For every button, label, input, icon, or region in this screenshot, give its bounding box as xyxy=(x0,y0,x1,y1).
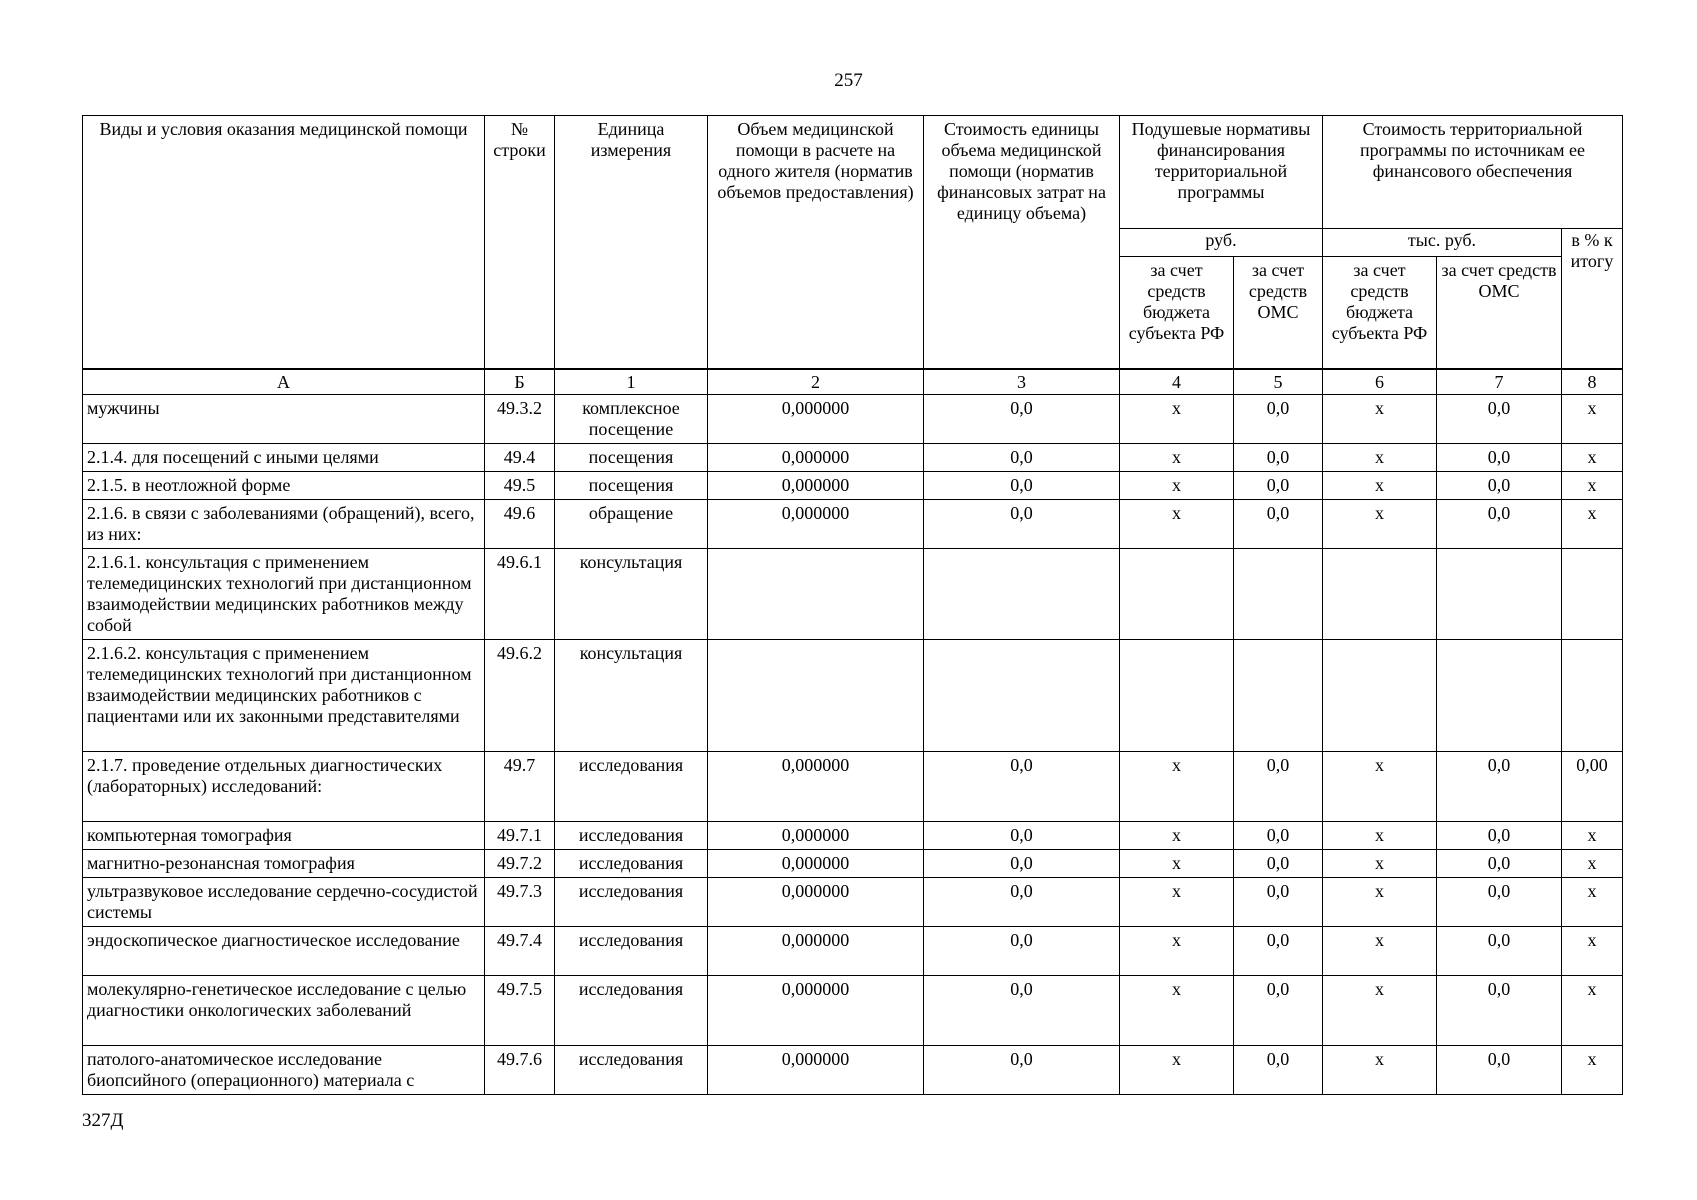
row-col8: х xyxy=(1562,850,1623,878)
row-col6: х xyxy=(1323,976,1437,1046)
row-col8: х xyxy=(1562,822,1623,850)
row-col8: х xyxy=(1562,1046,1623,1095)
index-cell: А xyxy=(83,369,485,395)
row-col4: х xyxy=(1120,878,1234,927)
row-name: 2.1.6. в связи с заболеваниями (обращений), всего, из них: xyxy=(83,500,485,549)
index-cell: 7 xyxy=(1437,369,1562,395)
table-row xyxy=(83,850,1623,878)
row-col8: х xyxy=(1562,878,1623,927)
row-cost: 0,0 xyxy=(924,878,1120,927)
row-name: ультразвуковое исследование сердечно-сосудистой системы xyxy=(83,878,485,927)
row-code: 49.7.3 xyxy=(485,878,555,927)
row-cost xyxy=(924,640,1120,752)
row-col6: х xyxy=(1323,850,1437,878)
index-cell: Б xyxy=(485,369,555,395)
row-col7: 0,0 xyxy=(1437,822,1562,850)
row-name: компьютерная томография xyxy=(83,822,485,850)
row-volume: 0,000000 xyxy=(708,822,924,850)
header-percent-total: в % к итогу xyxy=(1562,229,1623,369)
row-unit: посещения xyxy=(555,472,708,500)
row-code: 49.6.1 xyxy=(485,549,555,640)
table-row xyxy=(83,472,1623,500)
table-row xyxy=(83,395,1623,444)
row-col7: 0,0 xyxy=(1437,395,1562,444)
row-col7: 0,0 xyxy=(1437,472,1562,500)
row-unit: исследования xyxy=(555,850,708,878)
row-volume: 0,000000 xyxy=(708,395,924,444)
row-col4: х xyxy=(1120,395,1234,444)
row-name: мужчины xyxy=(83,395,485,444)
row-col6: х xyxy=(1323,395,1437,444)
row-volume: 0,000000 xyxy=(708,444,924,472)
row-col5: 0,0 xyxy=(1234,444,1323,472)
row-cost: 0,0 xyxy=(924,976,1120,1046)
row-volume: 0,000000 xyxy=(708,752,924,822)
index-cell: 8 xyxy=(1562,369,1623,395)
row-unit: консультация xyxy=(555,640,708,752)
row-col4: х xyxy=(1120,850,1234,878)
row-col4: х xyxy=(1120,444,1234,472)
row-col5 xyxy=(1234,640,1323,752)
index-cell: 2 xyxy=(708,369,924,395)
row-code: 49.7.5 xyxy=(485,976,555,1046)
row-col8 xyxy=(1562,640,1623,752)
row-col5: 0,0 xyxy=(1234,395,1323,444)
row-unit: исследования xyxy=(555,927,708,976)
row-col7: 0,0 xyxy=(1437,878,1562,927)
row-volume: 0,000000 xyxy=(708,472,924,500)
row-cost xyxy=(924,549,1120,640)
row-col4: х xyxy=(1120,472,1234,500)
index-cell: 5 xyxy=(1234,369,1323,395)
row-code: 49.3.2 xyxy=(485,395,555,444)
row-col8: х xyxy=(1562,976,1623,1046)
row-volume: 0,000000 xyxy=(708,500,924,549)
header-oms-source-rub: за счет средств ОМС xyxy=(1234,257,1323,369)
row-code: 49.6.2 xyxy=(485,640,555,752)
row-col5: 0,0 xyxy=(1234,752,1323,822)
header-unit-thousand-rub: тыс. руб. xyxy=(1323,229,1562,257)
table-row xyxy=(83,500,1623,549)
row-code: 49.7 xyxy=(485,752,555,822)
row-code: 49.7.6 xyxy=(485,1046,555,1095)
document-code: 327Д xyxy=(82,1110,124,1131)
row-col5: 0,0 xyxy=(1234,822,1323,850)
row-col8 xyxy=(1562,549,1623,640)
row-col7: 0,0 xyxy=(1437,927,1562,976)
row-volume: 0,000000 xyxy=(708,850,924,878)
row-col5: 0,0 xyxy=(1234,976,1323,1046)
row-col6: х xyxy=(1323,927,1437,976)
row-col7: 0,0 xyxy=(1437,976,1562,1046)
row-col8: х xyxy=(1562,395,1623,444)
row-name: патолого-анатомическое исследование биопсийного (операционного) материала с xyxy=(83,1046,485,1095)
row-col8: х xyxy=(1562,444,1623,472)
header-program-cost-group: Стоимость территориальной программы по источникам ее финансового обеспечения xyxy=(1323,116,1623,229)
table-row xyxy=(83,976,1623,1046)
header-budget-source-rub: за счет средств бюджета субъекта РФ xyxy=(1120,257,1234,369)
row-col7: 0,0 xyxy=(1437,500,1562,549)
row-col6: х xyxy=(1323,444,1437,472)
row-col4: х xyxy=(1120,752,1234,822)
header-row-number: № строки xyxy=(485,116,555,369)
row-name: магнитно-резонансная томография xyxy=(83,850,485,878)
row-unit: исследования xyxy=(555,752,708,822)
row-col8: 0,00 xyxy=(1562,752,1623,822)
row-col4: х xyxy=(1120,822,1234,850)
row-col6: х xyxy=(1323,752,1437,822)
header-unit-cost: Стоимость единицы объема медицинской помощи (норматив финансовых затрат на единицу объема) xyxy=(924,116,1120,369)
row-unit: исследования xyxy=(555,1046,708,1095)
row-cost: 0,0 xyxy=(924,444,1120,472)
table-row xyxy=(83,822,1623,850)
row-col8: х xyxy=(1562,472,1623,500)
row-code: 49.6 xyxy=(485,500,555,549)
row-col6: х xyxy=(1323,822,1437,850)
row-col5: 0,0 xyxy=(1234,472,1323,500)
row-unit: комплексное посещение xyxy=(555,395,708,444)
row-volume: 0,000000 xyxy=(708,1046,924,1095)
program-cost-table xyxy=(82,115,1623,1095)
row-col4: х xyxy=(1120,1046,1234,1095)
row-col7: 0,0 xyxy=(1437,444,1562,472)
row-cost: 0,0 xyxy=(924,500,1120,549)
index-cell: 6 xyxy=(1323,369,1437,395)
row-name: эндоскопическое диагностическое исследование xyxy=(83,927,485,976)
row-code: 49.7.1 xyxy=(485,822,555,850)
header-care-type: Виды и условия оказания медицинской помощи xyxy=(83,116,485,369)
header-unit: Единица измерения xyxy=(555,116,708,369)
row-col5: 0,0 xyxy=(1234,850,1323,878)
row-name: 2.1.5. в неотложной форме xyxy=(83,472,485,500)
row-col6 xyxy=(1323,549,1437,640)
row-volume xyxy=(708,549,924,640)
row-name: 2.1.6.2. консультация с применением телемедицинских технологий при дистанционном взаимодействии медицинских работников с пациентами или их законными представителями xyxy=(83,640,485,752)
header-oms-source-thousand: за счет средств ОМС xyxy=(1437,257,1562,369)
row-col7 xyxy=(1437,549,1562,640)
header-volume: Объем медицинской помощи в расчете на одного жителя (норматив объемов предоставления) xyxy=(708,116,924,369)
table-row xyxy=(83,640,1623,752)
row-code: 49.7.4 xyxy=(485,927,555,976)
row-col6: х xyxy=(1323,472,1437,500)
row-code: 49.7.2 xyxy=(485,850,555,878)
index-cell: 1 xyxy=(555,369,708,395)
row-col6: х xyxy=(1323,500,1437,549)
table-row xyxy=(83,549,1623,640)
row-volume: 0,000000 xyxy=(708,976,924,1046)
table-body xyxy=(83,395,1623,1095)
row-col4: х xyxy=(1120,976,1234,1046)
row-col7: 0,0 xyxy=(1437,850,1562,878)
row-col8: х xyxy=(1562,927,1623,976)
index-cell: 3 xyxy=(924,369,1120,395)
row-col7 xyxy=(1437,640,1562,752)
header-budget-source-thousand: за счет средств бюджета субъекта РФ xyxy=(1323,257,1437,369)
row-cost: 0,0 xyxy=(924,395,1120,444)
row-code: 49.4 xyxy=(485,444,555,472)
row-unit: посещения xyxy=(555,444,708,472)
index-cell: 4 xyxy=(1120,369,1234,395)
row-name: 2.1.6.1. консультация с применением телемедицинских технологий при дистанционном взаимодействии медицинских работников между собой xyxy=(83,549,485,640)
row-col6 xyxy=(1323,640,1437,752)
row-col4 xyxy=(1120,640,1234,752)
table-row xyxy=(83,752,1623,822)
table-row xyxy=(83,927,1623,976)
row-col8: х xyxy=(1562,500,1623,549)
row-col5: 0,0 xyxy=(1234,927,1323,976)
row-unit: консультация xyxy=(555,549,708,640)
row-unit: исследования xyxy=(555,878,708,927)
row-cost: 0,0 xyxy=(924,850,1120,878)
row-name: молекулярно-генетическое исследование с целью диагностики онкологических заболеваний xyxy=(83,976,485,1046)
row-code: 49.5 xyxy=(485,472,555,500)
row-cost: 0,0 xyxy=(924,927,1120,976)
row-cost: 0,0 xyxy=(924,1046,1120,1095)
row-name: 2.1.4. для посещений с иными целями xyxy=(83,444,485,472)
row-name: 2.1.7. проведение отдельных диагностических (лабораторных) исследований: xyxy=(83,752,485,822)
table-row xyxy=(83,444,1623,472)
row-cost: 0,0 xyxy=(924,822,1120,850)
row-cost: 0,0 xyxy=(924,752,1120,822)
table-row xyxy=(83,878,1623,927)
row-volume: 0,000000 xyxy=(708,878,924,927)
row-col4: х xyxy=(1120,500,1234,549)
row-col4: х xyxy=(1120,927,1234,976)
row-volume: 0,000000 xyxy=(708,927,924,976)
row-col4 xyxy=(1120,549,1234,640)
page-number: 257 xyxy=(834,70,863,91)
row-volume xyxy=(708,640,924,752)
row-col7: 0,0 xyxy=(1437,1046,1562,1095)
row-col5: 0,0 xyxy=(1234,1046,1323,1095)
row-col7: 0,0 xyxy=(1437,752,1562,822)
row-unit: обращение xyxy=(555,500,708,549)
row-cost: 0,0 xyxy=(924,472,1120,500)
row-col6: х xyxy=(1323,1046,1437,1095)
row-unit: исследования xyxy=(555,822,708,850)
table-row xyxy=(83,1046,1623,1095)
row-col6: х xyxy=(1323,878,1437,927)
row-col5: 0,0 xyxy=(1234,500,1323,549)
header-unit-rub: руб. xyxy=(1120,229,1323,257)
row-col5 xyxy=(1234,549,1323,640)
header-per-capita-group: Подушевые нормативы финансирования территориальной программы xyxy=(1120,116,1323,229)
row-col5: 0,0 xyxy=(1234,878,1323,927)
row-unit: исследования xyxy=(555,976,708,1046)
